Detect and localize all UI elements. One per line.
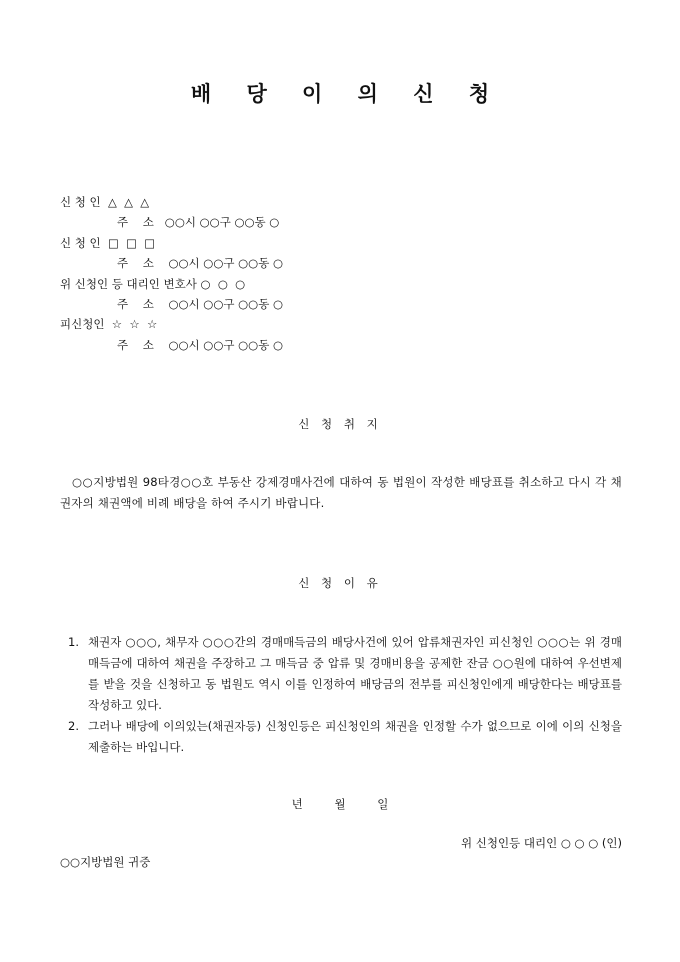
document-title: 배 당 이 의 신 청 [190, 81, 504, 106]
party-applicant-1: 신 청 인 △ △ △ [60, 195, 150, 209]
date-line [0, 796, 680, 812]
date-month: 월 [334, 797, 346, 811]
parties-block [60, 192, 640, 355]
reason-text: 그러나 배당에 이의있는(채권자등) 신청인등은 피신청인의 채권을 인정할 수가 없으므로 이에 이의 신청을 제출하는 바입니다. [88, 719, 622, 754]
reasons-list [60, 632, 622, 758]
signer-line: 위 신청인등 대리인 ○ ○ ○ (인) [461, 836, 622, 850]
date-year: 년 [291, 797, 303, 811]
party-applicant-2-address: 주 소 ○○시 ○○구 ○○동 ○ [117, 256, 283, 271]
purpose-heading: 신 청 취 지 [298, 417, 382, 431]
party-applicant-2: 신 청 인 □ □ □ [60, 235, 156, 250]
party-applicant-1-address: 주 소 ○○시 ○○구 ○○동 ○ [117, 215, 280, 230]
reason-number: 1. [68, 635, 79, 649]
reason-text: 채권자 ○○○, 채무자 ○○○간의 경매매득금의 배당사건에 있어 압류채권자인 피신청인 ○○○는 위 경매매득금에 대하여 채권을 주장하고 그 매득금 중 압류 및 경매비용을 공제한 잔금 ○○원에 대하여 우선변제를 받을 것을 신청하고 동 법원도 역시 이를 인정하여 배당금의 전부를 피신청인에게 배당한다는 배당표를 작성하고 있다. [88, 635, 622, 712]
reason-number: 2. [68, 719, 79, 733]
purpose-text: ○○지방법원 98타경○○호 부동산 강제경매사건에 대하여 동 법원이 작성한 배당표를 취소하고 다시 각 채권자의 채권액에 비례 배당을 하여 주시기 바랍니다. [60, 475, 622, 510]
party-respondent-address: 주 소 ○○시 ○○구 ○○동 ○ [117, 337, 283, 352]
reason-item-2 [60, 716, 622, 758]
party-respondent: 피신청인 ☆ ☆ ☆ [60, 317, 158, 332]
court-addressee: ○○지방법원 귀중 [60, 855, 151, 869]
reason-heading: 신 청 이 유 [298, 576, 382, 590]
reason-item-1 [60, 632, 622, 716]
date-day: 일 [377, 797, 389, 811]
party-attorney: 위 신청인 등 대리인 변호사 ○ ○ ○ [60, 276, 246, 291]
party-attorney-address: 주 소 ○○시 ○○구 ○○동 ○ [117, 296, 283, 311]
